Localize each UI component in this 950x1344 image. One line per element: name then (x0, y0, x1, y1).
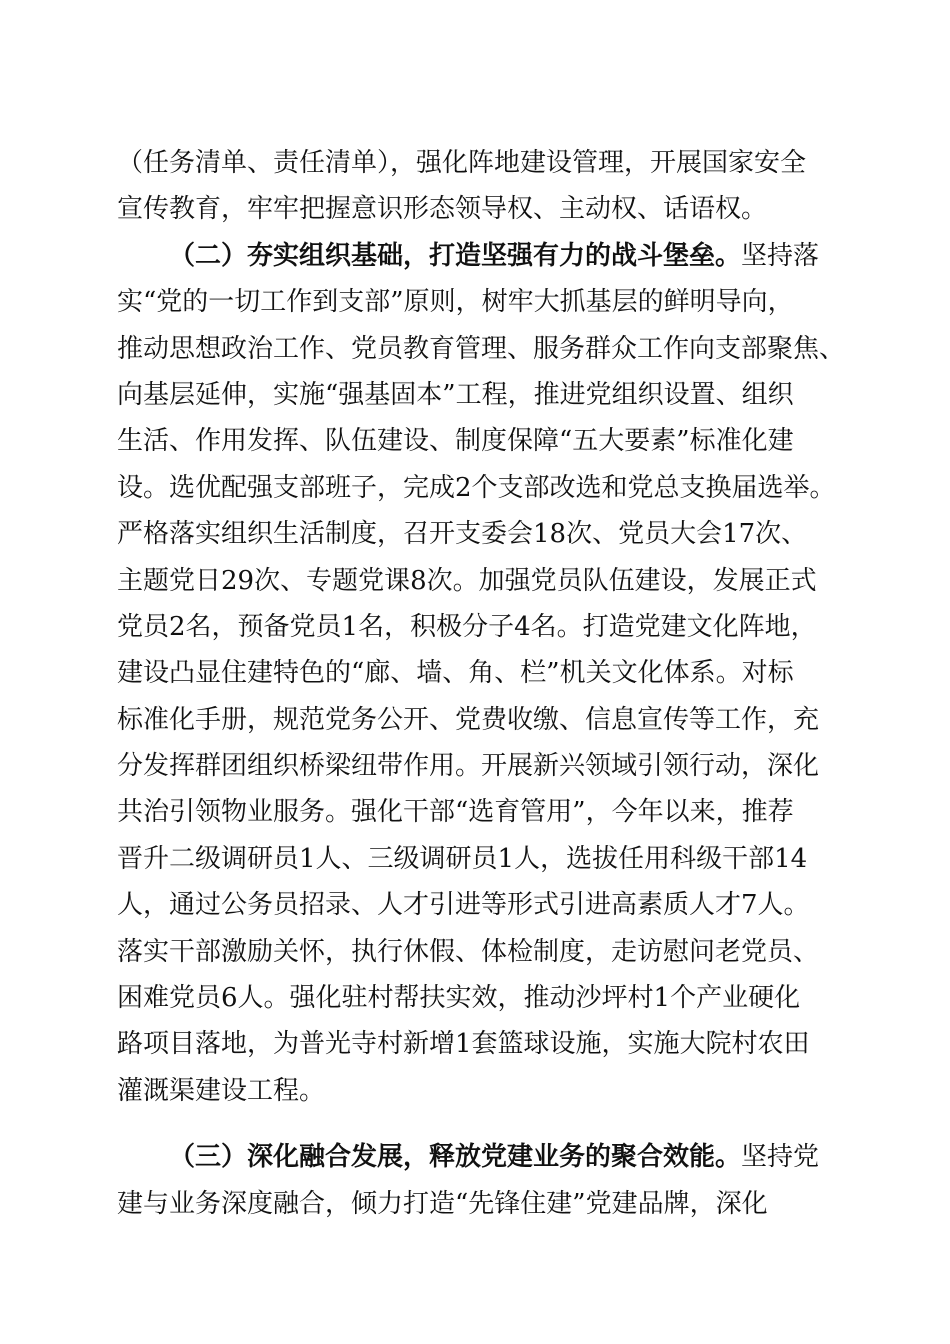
document-body (117, 140, 846, 1227)
text-line: 晋升二级调研员1人、三级调研员1人，选拔任用科级干部14 (117, 843, 808, 874)
text-run: 坚持落 (741, 240, 820, 271)
text-line: 生活、作用发挥、队伍建设、制度保障“五大要素”标准化建 (117, 426, 794, 457)
text-line: 建与业务深度融合，倾力打造“先锋住建”党建品牌，深化 (117, 1188, 768, 1219)
text-line: 困难党员6人。强化驻村帮扶实效，推动沙坪村1个产业硬化 (117, 983, 801, 1014)
text-line: 人，通过公务员招录、人才引进等形式引进高素质人才7人。 (117, 890, 810, 921)
text-line: 灌溉渠建设工程。 (117, 1075, 326, 1106)
text-line: 建设凸显住建特色的“廊、墙、角、栏”机关文化体系。对标 (117, 658, 794, 689)
text-line: 分发挥群团组织桥梁纽带作用。开展新兴领域引领行动，深化 (117, 751, 820, 782)
text-line: 严格落实组织生活制度，召开支委会18次、党员大会17次、 (117, 519, 808, 550)
text-line: 向基层延伸，实施“强基固本”工程，推进党组织设置、组织 (117, 379, 794, 410)
text-line: （任务清单、责任清单），强化阵地建设管理，开展国家安全 (117, 148, 807, 178)
section-heading-line (117, 1134, 837, 1180)
text-line: 设。选优配强支部班子，完成2个支部改选和党总支换届选举。 (117, 472, 836, 503)
text-line: 党员2名，预备党员1名，积极分子4名。打造党建文化阵地， (117, 611, 817, 642)
section-heading: （三）深化融合发展，释放党建业务的聚合效能。 (169, 1142, 742, 1173)
text-line: 共治引领物业服务。强化干部“选育管用”，今年以来，推荐 (117, 797, 794, 828)
text-line: 路项目落地，为普光寺村新增1套篮球设施，实施大院村农田 (117, 1029, 810, 1060)
text-line: 推动思想政治工作、党员教育管理、服务群众工作向支部聚焦、 (117, 333, 846, 364)
section-heading-line (117, 233, 837, 279)
text-line: 实“党的一切工作到支部”原则，树牢大抓基层的鲜明导向， (117, 287, 794, 318)
text-run: 坚持党 (741, 1142, 820, 1173)
text-line: 宣传教育，牢牢把握意识形态领导权、主动权、话语权。 (117, 194, 768, 225)
section-heading: （二）夯实组织基础，打造坚强有力的战斗堡垒。 (169, 240, 742, 271)
text-line: 落实干部激励关怀，执行休假、体检制度，走访慰问老党员、 (117, 936, 820, 967)
text-line: 主题党日29次、专题党课8次。加强党员队伍建设，发展正式 (117, 565, 817, 596)
text-line: 标准化手册，规范党务公开、党费收缴、信息宣传等工作，充 (117, 704, 820, 735)
paragraph-spacer (117, 1114, 837, 1134)
